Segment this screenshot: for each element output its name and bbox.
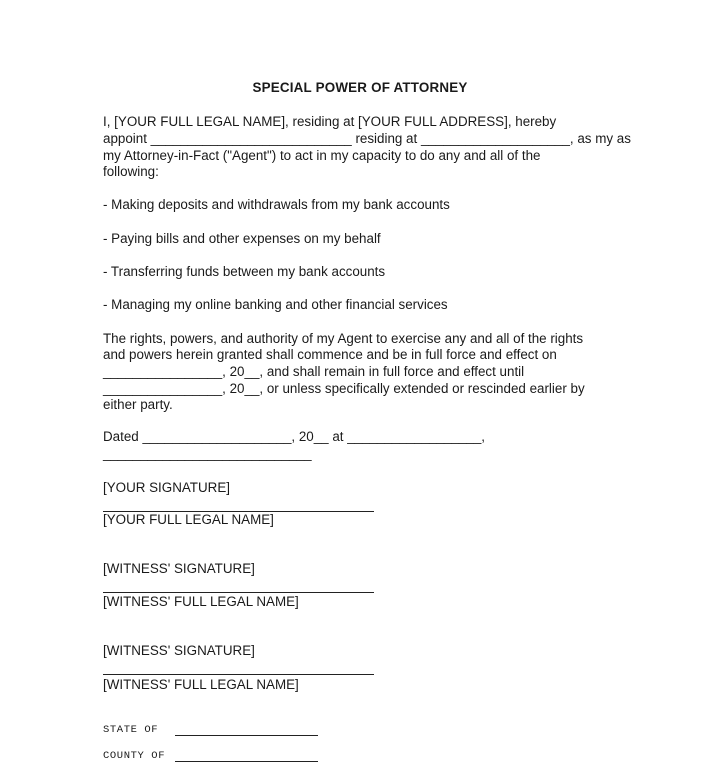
your-full-legal-name: [YOUR FULL LEGAL NAME] <box>103 512 274 527</box>
rights-line: either party. <box>103 397 173 412</box>
witness1-signature-label: [WITNESS' SIGNATURE] <box>103 561 255 576</box>
witness1-full-legal-name: [WITNESS' FULL LEGAL NAME] <box>103 594 299 609</box>
witness2-signature-label: [WITNESS' SIGNATURE] <box>103 643 255 658</box>
rights-line: ________________, 20__, and shall remain in full force and effect until <box>103 364 525 379</box>
intro-line: I, [YOUR FULL LEGAL NAME], residing at [YOUR FULL ADDRESS], hereby <box>103 114 557 129</box>
dated-line: Dated ____________________, 20__ at __________________, <box>103 429 486 444</box>
intro-line: my Attorney-in-Fact ("Agent") to act in my capacity to do any and all of the <box>103 148 541 163</box>
witness2-full-legal-name: [WITNESS' FULL LEGAL NAME] <box>103 677 299 692</box>
intro-line: following: <box>103 164 159 179</box>
rights-line: The rights, powers, and authority of my Agent to exercise any and all of the rights <box>103 331 584 346</box>
rights-line: ________________, 20__, or unless specifically extended or rescinded earlier by <box>103 381 585 396</box>
witness2-signature-line <box>103 674 374 675</box>
power-item: - Making deposits and withdrawals from my bank accounts <box>103 197 450 212</box>
power-item: - Paying bills and other expenses on my behalf <box>103 231 381 246</box>
rights-line: and powers herein granted shall commence and be in full force and effect on <box>103 347 557 362</box>
county-of-line <box>175 761 318 762</box>
power-item: - Managing my online banking and other financial services <box>103 297 448 312</box>
document-title: SPECIAL POWER OF ATTORNEY <box>252 80 468 95</box>
dated-line-continued: ____________________________ <box>103 446 312 461</box>
state-of-line <box>175 735 318 736</box>
intro-line: appoint ___________________________ residing at ____________________, as my as <box>103 131 631 146</box>
witness1-signature-line <box>103 592 374 593</box>
county-of-label: COUNTY OF <box>103 750 166 762</box>
power-item: - Transferring funds between my bank accounts <box>103 264 386 279</box>
state-of-label: STATE OF <box>103 724 159 736</box>
your-signature-label: [YOUR SIGNATURE] <box>103 480 230 495</box>
